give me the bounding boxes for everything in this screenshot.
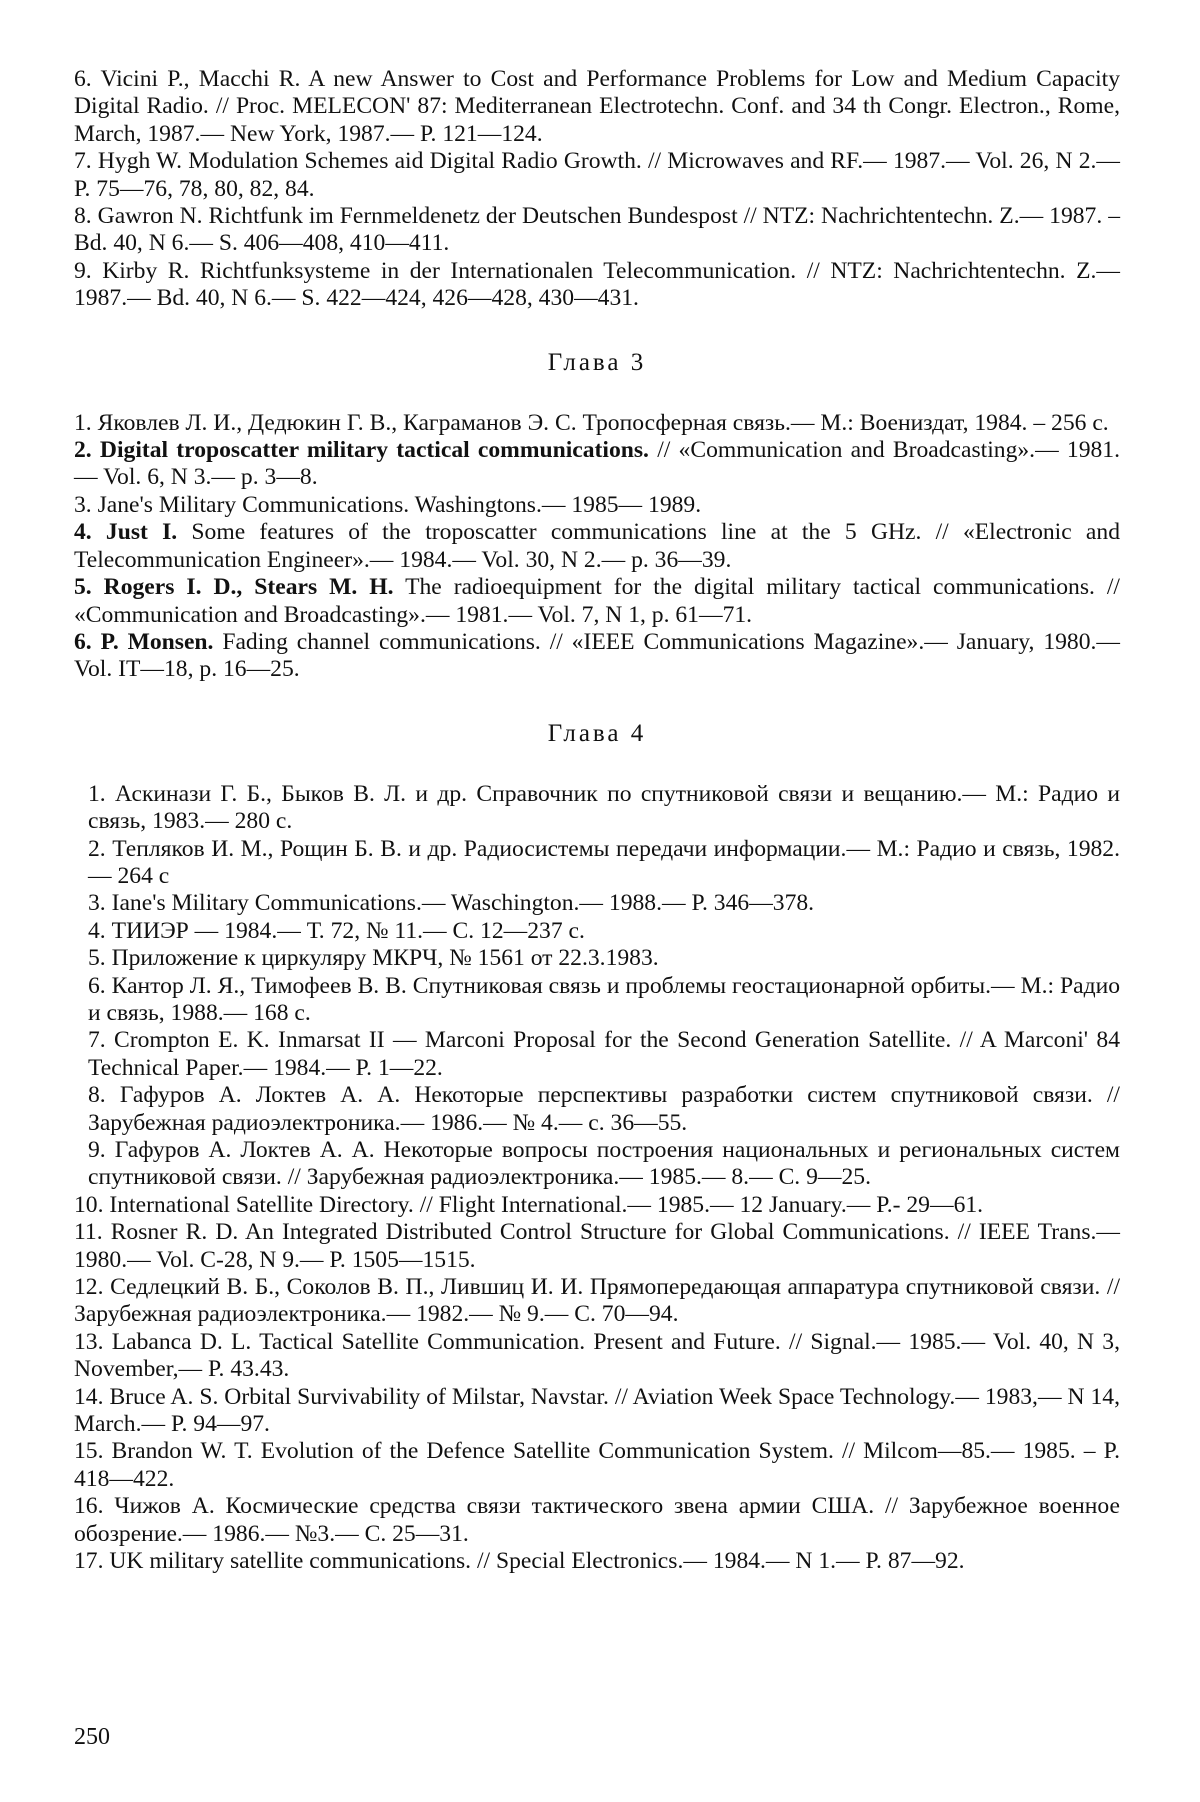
reference-item: 1. Аскинази Г. Б., Быков В. Л. и др. Справочник по спутниковой связи и вещанию.— М.: Радио и связь, 1983.— 280 с.	[88, 780, 1120, 835]
reference-item: 13. Labanca D. L. Tactical Satellite Communication. Present and Future. // Signal.— 1985.— Vol. 40, N 3, November,— P. 43.43.	[74, 1328, 1120, 1383]
reference-item: 9. Kirby R. Richtfunksysteme in der Internationalen Telecommunication. // NTZ: Nachrichtentechn. Z.— 1987.— Bd. 40, N 6.— S. 422—424, 426—428, 430—431.	[74, 257, 1120, 312]
reference-text: The radioequipment for the digital military tactical communications. // «Communication and Broadcasting».— 1981.— Vol. 7, N 1, p. 61—71.	[74, 574, 1120, 628]
reference-bold-part: 5. Rogers I. D., Stears M. H.	[74, 574, 394, 601]
reference-text: // «Communication and Broadcasting».— 1981.— Vol. 6, N 3.— p. 3—8.	[74, 437, 1120, 491]
reference-text: 1. Яковлев Л. И., Дедюкин Г. В., Каграманов Э. С. Тропосферная связь.— М.: Воениздат, 1984. – 256 с.	[74, 409, 1109, 436]
reference-item	[74, 574, 1120, 629]
reference-item	[74, 492, 1120, 519]
reference-item: 7. Hygh W. Modulation Schemes aid Digital Radio Growth. // Microwaves and RF.— 1987.— Vol. 26, N 2.— P. 75—76, 78, 80, 82, 84.	[74, 148, 1120, 202]
reference-item: 8. Гафуров А. Локтев А. А. Некоторые перспективы разработки систем спутниковой связи. // Зарубежная радиоэлектроника.— 1986.— № 4.— с. 36—55.	[88, 1082, 1120, 1136]
references-continued	[74, 66, 1120, 313]
reference-item: 15. Brandon W. T. Evolution of the Defence Satellite Communication System. // Milcom—85.— 1985. – P. 418—422.	[74, 1438, 1120, 1492]
reference-item: 17. UK military satellite communications. // Special Electronics.— 1984.— N 1.— P. 87—92.	[74, 1548, 965, 1575]
reference-item: 9. Гафуров А. Локтев А. А. Некоторые вопросы построения национальных и региональных систем спутниковой связи. // Зарубежная радиоэлектроника.— 1985.— 8.— С. 9—25.	[88, 1137, 1120, 1191]
reference-item: 5. Приложение к циркуляру МКРЧ, № 1561 от 22.3.1983.	[88, 945, 659, 972]
reference-bold-part: 6. P. Monsen.	[74, 628, 214, 655]
reference-item	[74, 629, 1120, 684]
reference-text: Fading channel communications. // «IEEE Communications Magazine».— January, 1980.— Vol. IT—18, p. 16—25.	[74, 628, 1120, 683]
reference-item: 14. Bruce A. S. Orbital Survivability of Milstar, Navstar. // Aviation Week Space Technology.— 1983,— N 14, March.— P. 94—97.	[74, 1383, 1120, 1438]
reference-item: 16. Чижов А. Космические средства связи тактического звена армии США. // Зарубежное военное обозрение.— 1986.— №3.— С. 25—31.	[74, 1493, 1120, 1547]
reference-item	[74, 437, 1120, 492]
reference-text: 3. Jane's Military Communications. Washingtons.— 1985— 1989.	[74, 491, 702, 518]
reference-item: 12. Седлецкий В. Б., Соколов В. П., Лившиц И. И. Прямопередающая аппаратура спутниковой связи. // Зарубежная радиоэлектроника.— 1982.— № 9.— С. 70—94.	[74, 1274, 1120, 1328]
reference-bold-part: 2. Digital troposcatter military tactical communications.	[74, 437, 649, 464]
reference-bold-part: 4. Just I.	[74, 519, 178, 546]
reference-item	[74, 519, 1120, 574]
page-number: 250	[74, 1724, 110, 1750]
reference-item: 3. Iane's Military Communications.— Waschington.— 1988.— P. 346—378.	[88, 890, 815, 917]
reference-item	[74, 410, 1120, 437]
reference-item: 7. Crompton E. K. Inmarsat II — Marconi Proposal for the Second Generation Satellite. // A Marconi' 84 Technical Paper.— 1984.— P. 1—22.	[88, 1027, 1120, 1081]
reference-item: 2. Тепляков И. М., Рощин Б. В. и др. Радиосистемы передачи информации.— М.: Радио и связь, 1982.— 264 с	[88, 835, 1120, 889]
reference-item: 11. Rosner R. D. An Integrated Distributed Control Structure for Global Communications. // IEEE Trans.— 1980.— Vol. C-28, N 9.— P. 1505—1515.	[74, 1219, 1120, 1273]
reference-item: 8. Gawron N. Richtfunk im Fernmeldenetz der Deutschen Bundespost // NTZ: Nachrichtentechn. Z.— 1987. – Bd. 40, N 6.— S. 406—408, 410—411.	[74, 203, 1120, 257]
reference-text: Some features of the troposcatter communications line at the 5 GHz. // «Electronic and Telecommunication Engineer».— 1984.— Vol. 30, N 2.— p. 36—39.	[74, 519, 1120, 573]
reference-item: 6. Vicini P., Macchi R. A new Answer to Cost and Performance Problems for Low and Medium Capacity Digital Radio. // Proc. MELECON' 87: Mediterranean Electrotechn. Conf. and 34 th Congr. Electron., Rome, March, 1987.— New York, 1987.— P. 121—124.	[74, 66, 1120, 147]
chapter-3-references	[74, 410, 1120, 684]
reference-item: 4. ТИИЭР — 1984.— Т. 72, № 11.— С. 12—237 с.	[88, 917, 585, 944]
chapter-4-heading: Глава 4	[547, 719, 647, 747]
reference-item: 6. Кантор Л. Я., Тимофеев В. В. Спутниковая связь и проблемы геостационарной орбиты.— М.: Радио и связь, 1988.— 168 с.	[88, 972, 1120, 1026]
chapter-3-heading: Глава 3	[547, 348, 647, 376]
chapter-4-references	[74, 781, 1120, 1576]
reference-item: 10. International Satellite Directory. // Flight International.— 1985.— 12 January.— P.- 29—61.	[74, 1191, 984, 1218]
